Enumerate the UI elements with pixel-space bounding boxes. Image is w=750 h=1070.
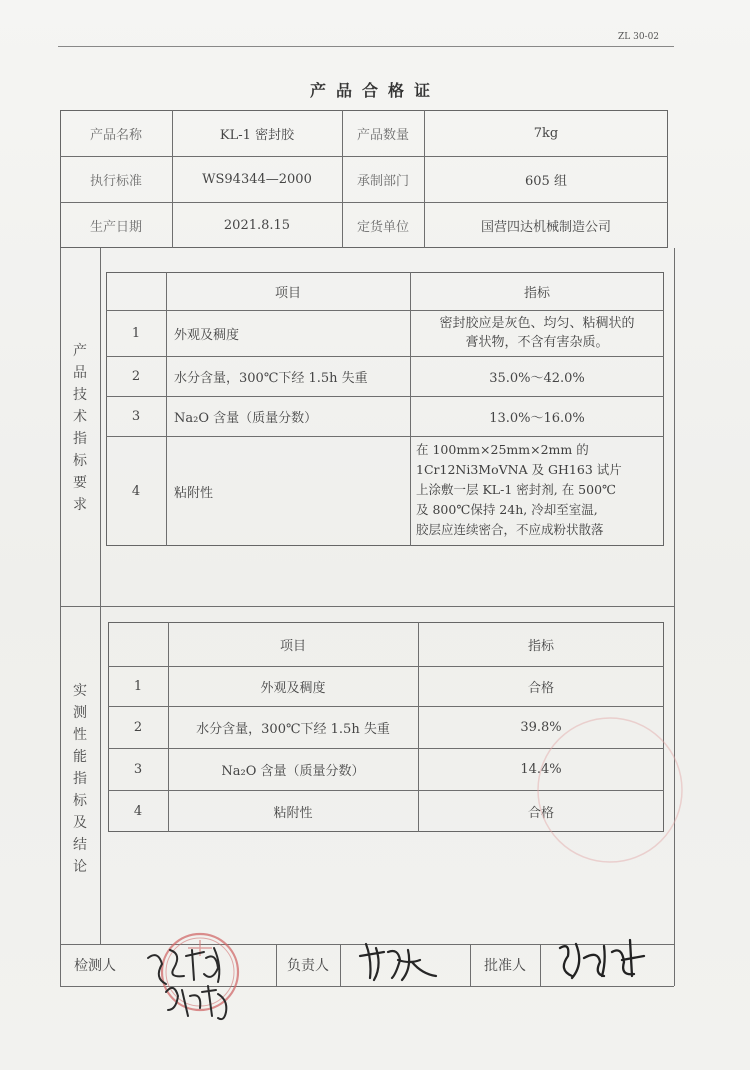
tech-row-3-item: Na₂O 含量（质量分数） <box>174 410 318 426</box>
tech-row-2-no: 2 <box>131 368 141 384</box>
tech-row-3-no: 3 <box>131 408 141 424</box>
measured-col-index-header: 指标 <box>527 638 554 654</box>
tech-side-char: 品 <box>73 365 87 381</box>
tech-col-item-header: 项目 <box>274 285 301 301</box>
inspector-label: 检测人 <box>74 958 116 974</box>
measured-side-char: 论 <box>73 859 87 875</box>
dept-value: 605 组 <box>525 173 567 189</box>
tech-row-1-index-line: 膏状物，不含有害杂质。 <box>465 335 609 350</box>
tech-side-char: 指 <box>73 431 87 447</box>
measured-side-char: 实 <box>73 683 87 699</box>
dept-label: 承制部门 <box>356 173 409 189</box>
measured-side-char: 指 <box>73 771 87 787</box>
measured-row-3-item: Na₂O 含量（质量分数） <box>221 763 365 779</box>
measured-side-char: 性 <box>73 727 87 743</box>
measured-row-1-item: 外观及稠度 <box>260 680 326 696</box>
responsible-label: 负责人 <box>287 958 329 974</box>
measured-row-3-no: 3 <box>133 761 143 777</box>
measured-side-char: 及 <box>73 815 87 831</box>
measured-side-char: 标 <box>73 793 87 809</box>
page-title: 产品合格证 <box>309 81 440 100</box>
measured-row-4-value: 合格 <box>527 805 554 821</box>
quantity-label: 产品数量 <box>356 127 409 143</box>
tech-row-4-index-line: 及 800℃保持 24h, 冷却至室温, <box>416 502 598 517</box>
date-value: 2021.8.15 <box>223 217 291 233</box>
date-label: 生产日期 <box>89 219 142 235</box>
tech-row-4-no: 4 <box>131 483 141 499</box>
tech-row-4-index-line: 1Cr12Ni3MoVNA 及 GH163 试片 <box>416 462 622 477</box>
tech-row-1-no: 1 <box>131 325 141 341</box>
product-name-value: KL-1 密封胶 <box>219 127 295 143</box>
measured-row-4-item: 粘附性 <box>273 805 313 821</box>
ordering-label: 定货单位 <box>356 219 409 235</box>
measured-row-2-value: 39.8% <box>520 719 562 735</box>
tech-row-4-item: 粘附性 <box>174 485 214 501</box>
standard-value: WS94344—2000 <box>202 171 312 187</box>
doc-code: ZL 30-02 <box>618 32 660 42</box>
tech-side-char: 术 <box>73 409 87 425</box>
tech-side-char: 要 <box>73 475 87 491</box>
product-name-label: 产品名称 <box>89 127 142 143</box>
tech-row-3-index: 13.0%～16.0% <box>489 410 585 426</box>
measured-side-char: 能 <box>73 749 87 765</box>
measured-side-char: 测 <box>73 705 87 721</box>
tech-row-1-item: 外观及稠度 <box>174 327 240 343</box>
measured-row-1-no: 1 <box>133 678 143 694</box>
quantity-value: 7kg <box>533 125 559 141</box>
tech-row-2-item: 水分含量，300℃下经 1.5h 失重 <box>174 370 368 386</box>
measured-row-1-value: 合格 <box>527 680 554 696</box>
tech-side-char: 标 <box>73 453 87 469</box>
tech-row-1-index-line: 密封胶应是灰色、均匀、粘稠状的 <box>439 316 635 331</box>
ordering-value: 国营四达机械制造公司 <box>480 219 611 235</box>
tech-side-char: 技 <box>73 387 87 403</box>
measured-col-item-header: 项目 <box>279 638 306 654</box>
measured-row-3-value: 14.4% <box>520 761 562 777</box>
measured-row-2-no: 2 <box>133 719 143 735</box>
tech-row-4-index-line: 在 100mm×25mm×2mm 的 <box>416 442 589 457</box>
tech-side-char: 产 <box>73 343 87 359</box>
tech-row-4-index-line: 上涂敷一层 KL-1 密封剂, 在 500℃ <box>416 482 617 497</box>
measured-row-2-item: 水分含量，300℃下经 1.5h 失重 <box>196 721 390 737</box>
measured-side-char: 结 <box>73 837 87 853</box>
approver-label: 批准人 <box>484 958 526 974</box>
tech-side-char: 求 <box>73 497 87 513</box>
measured-row-4-no: 4 <box>133 803 143 819</box>
standard-label: 执行标准 <box>89 173 142 189</box>
tech-row-2-index: 35.0%～42.0% <box>489 370 585 386</box>
tech-col-index-header: 指标 <box>523 285 550 301</box>
tech-row-4-index-line: 胶层应连续密合，不应成粉状散落 <box>416 522 604 537</box>
